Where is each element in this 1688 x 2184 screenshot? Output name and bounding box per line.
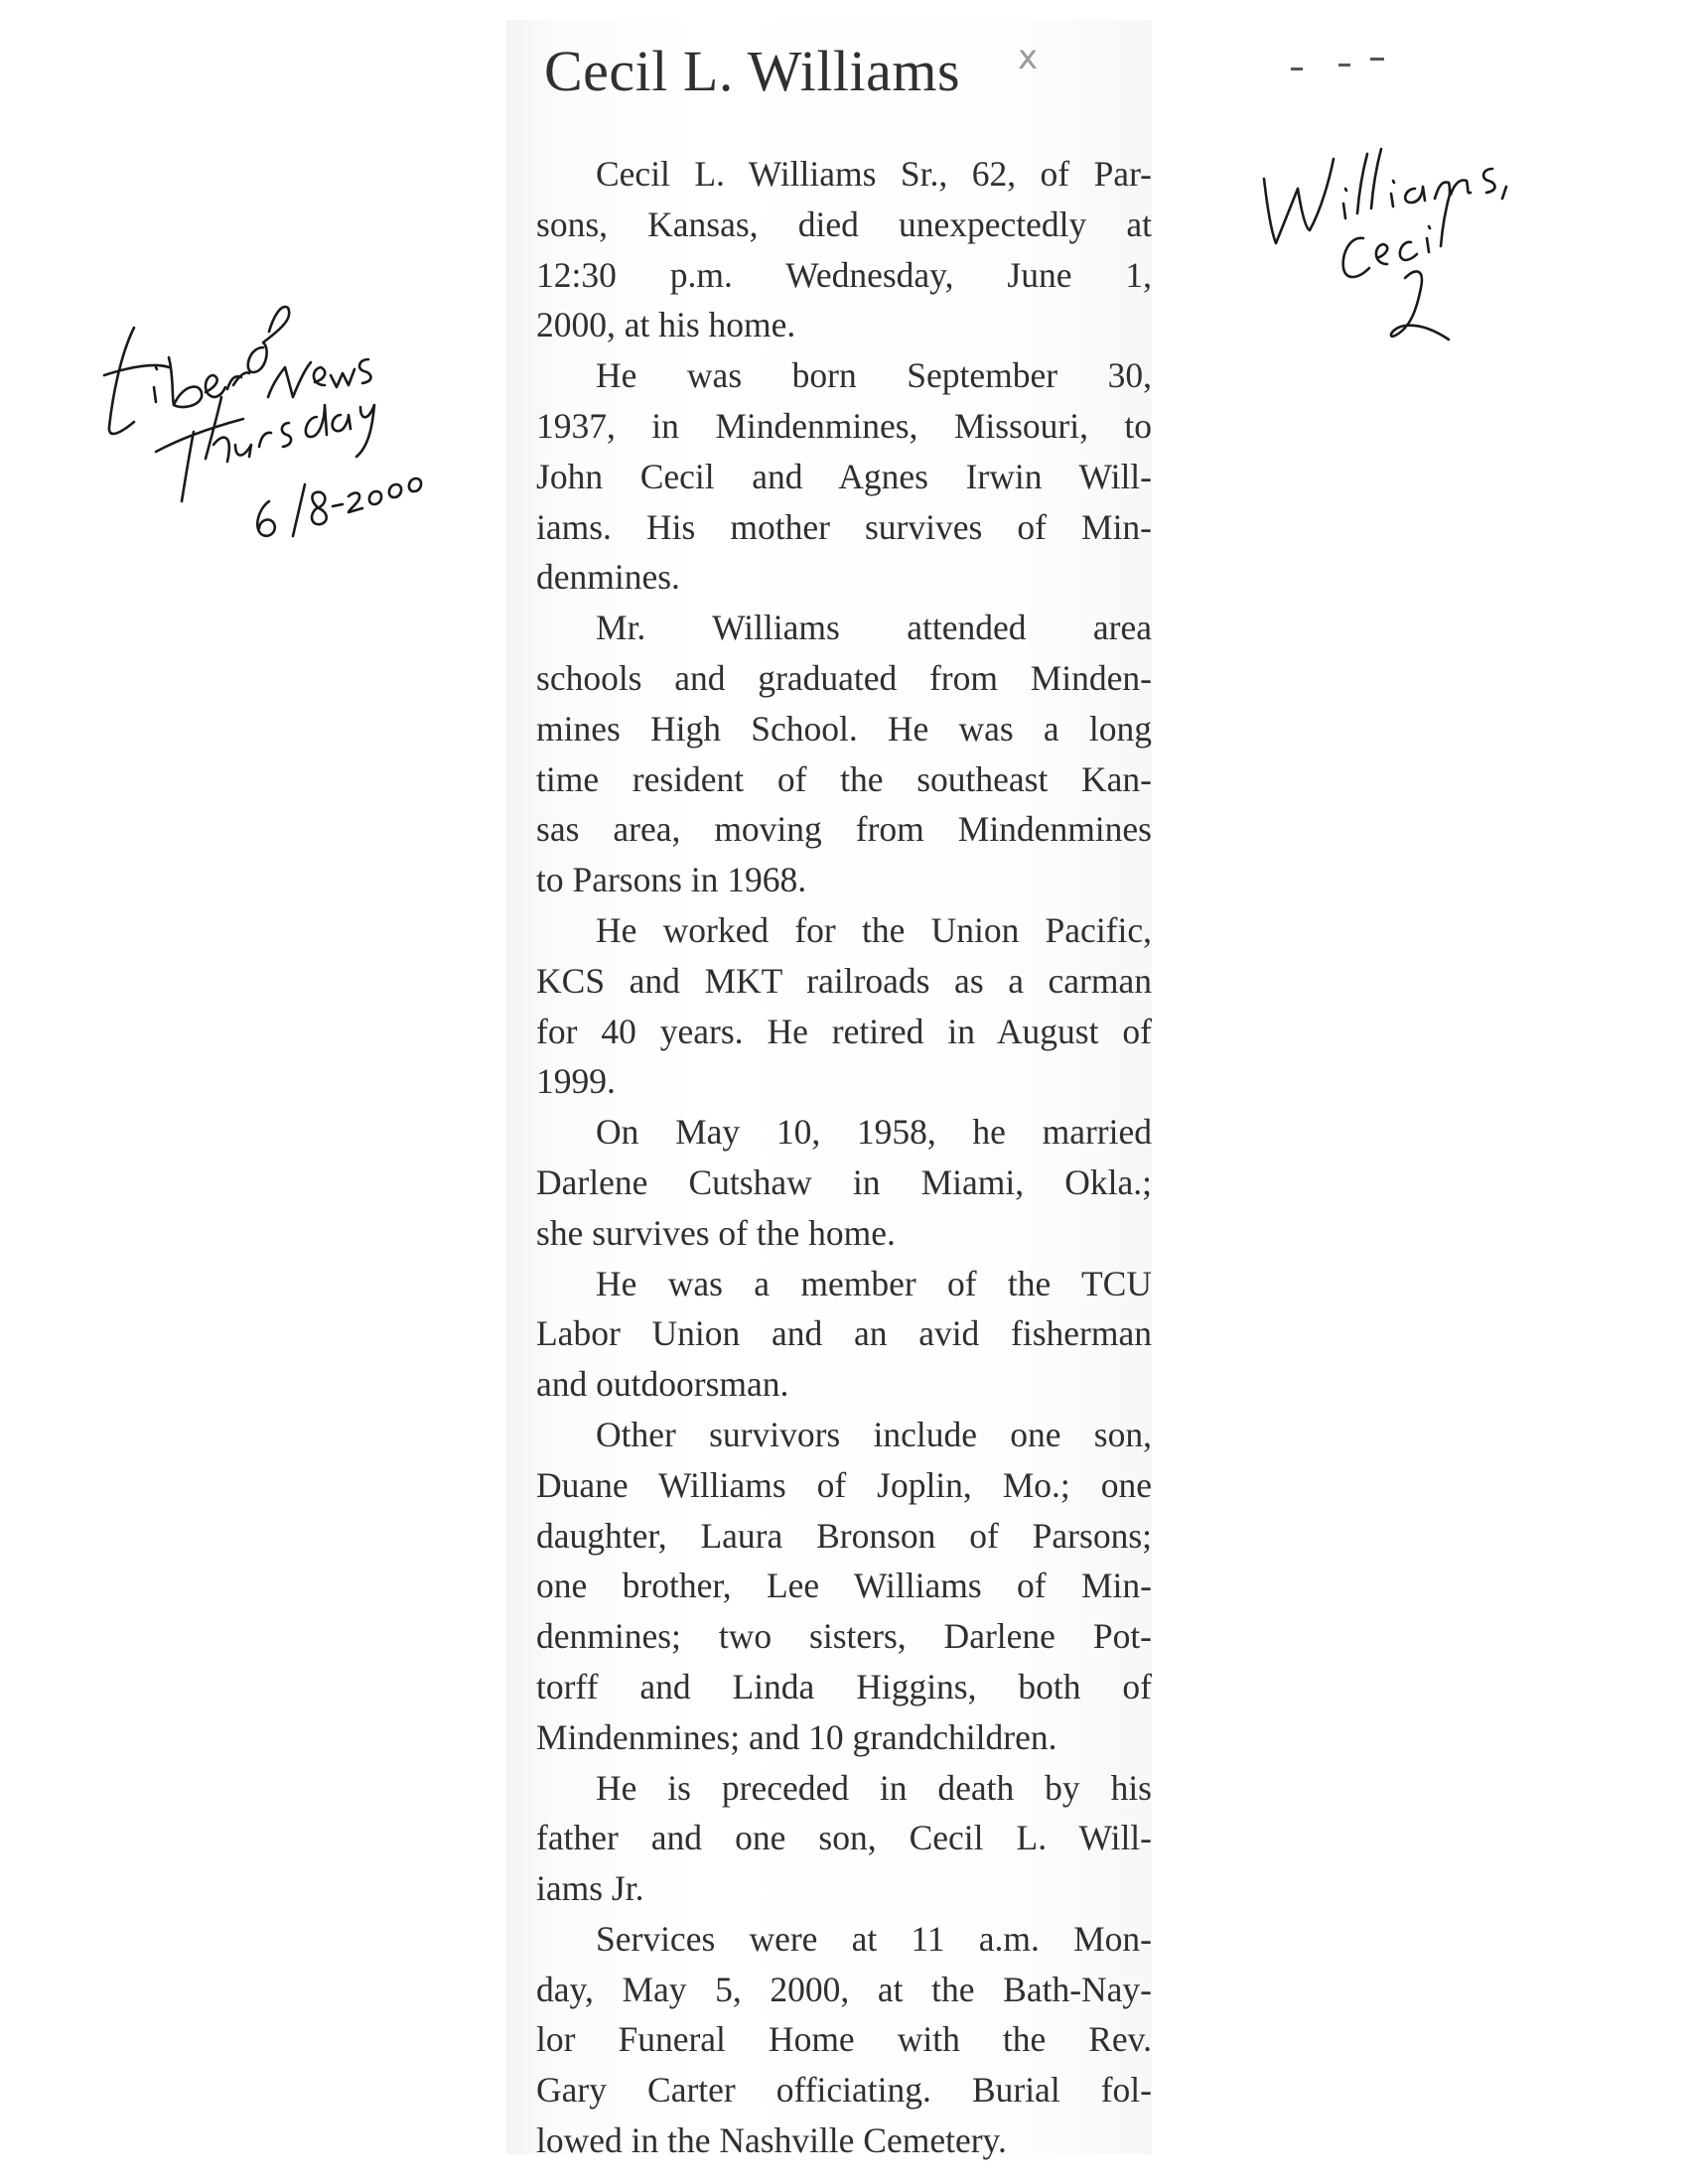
handwritten-name-note <box>1246 119 1564 367</box>
body-line: 2000, at his home. <box>536 305 796 345</box>
body-line: 1999. <box>536 1061 616 1102</box>
body-line: Other survivors include one son, <box>596 1414 1152 1454</box>
body-line: He is preceded in death by his <box>596 1767 1152 1808</box>
body-line: KCS and MKT railroads as a carman <box>536 960 1152 1001</box>
body-line: time resident of the southeast Kan- <box>536 758 1152 799</box>
body-line: iams Jr. <box>536 1868 644 1909</box>
body-line: Mr. Williams attended area <box>596 608 1152 648</box>
body-line: John Cecil and Agnes Irwin Will- <box>536 456 1152 496</box>
body-line: He was a member of the TCU <box>596 1263 1152 1303</box>
body-line: Mindenmines; and 10 grandchildren. <box>536 1716 1057 1757</box>
body-line: one brother, Lee Williams of Min- <box>536 1566 1152 1606</box>
pencil-check-mark: x <box>1018 38 1039 77</box>
body-line: Gary Carter officiating. Burial fol- <box>536 2070 1152 2111</box>
body-line: denmines. <box>536 557 680 598</box>
body-line: iams. His mother survives of Min- <box>536 506 1152 547</box>
body-line: Cecil L. Williams Sr., 62, of Par- <box>596 154 1152 194</box>
obituary-headline: Cecil L. Williams <box>544 39 961 103</box>
body-line: lor Funeral Home with the Rev. <box>536 2019 1152 2060</box>
body-line: 12:30 p.m. Wednesday, June 1, <box>536 254 1152 295</box>
body-line: He was born September 30, <box>596 355 1152 396</box>
stray-pen-mark <box>1291 68 1303 70</box>
body-line: sons, Kansas, died unexpectedly at <box>536 204 1152 244</box>
body-line: Services were at 11 a.m. Mon- <box>596 1918 1152 1959</box>
body-line: Labor Union and an avid fisherman <box>536 1313 1152 1354</box>
body-line: He worked for the Union Pacific, <box>596 909 1152 950</box>
body-line: to Parsons in 1968. <box>536 860 807 900</box>
obituary-body <box>536 149 1152 2166</box>
body-line: 1937, in Mindenmines, Missouri, to <box>536 405 1152 446</box>
body-line: Darlene Cutshaw in Miami, Okla.; <box>536 1161 1152 1202</box>
body-line: sas area, moving from Mindenmines <box>536 809 1152 850</box>
body-line: day, May 5, 2000, at the Bath-Nay- <box>536 1969 1152 2009</box>
body-line: she survives of the home. <box>536 1212 896 1253</box>
body-line: torff and Linda Higgins, both of <box>536 1666 1152 1706</box>
handwritten-source-note-drawing <box>94 288 452 586</box>
body-line: for 40 years. He retired in August of <box>536 1011 1152 1051</box>
handwritten-name-note-drawing <box>1246 119 1564 367</box>
handwritten-source-note <box>94 288 452 586</box>
body-line: schools and graduated from Minden- <box>536 657 1152 698</box>
stray-pen-mark <box>1370 58 1384 61</box>
body-line: lowed in the Nashville Cemetery. <box>536 2120 1007 2161</box>
body-line: and outdoorsman. <box>536 1364 789 1405</box>
body-line: father and one son, Cecil L. Will- <box>536 1818 1152 1858</box>
body-line: Duane Williams of Joplin, Mo.; one <box>536 1464 1152 1505</box>
body-line: On May 10, 1958, he married <box>596 1112 1152 1153</box>
stray-pen-mark <box>1338 64 1350 67</box>
body-line: mines High School. He was a long <box>536 708 1152 749</box>
body-line: denmines; two sisters, Darlene Pot- <box>536 1616 1152 1657</box>
body-line: daughter, Laura Bronson of Parsons; <box>536 1515 1152 1556</box>
